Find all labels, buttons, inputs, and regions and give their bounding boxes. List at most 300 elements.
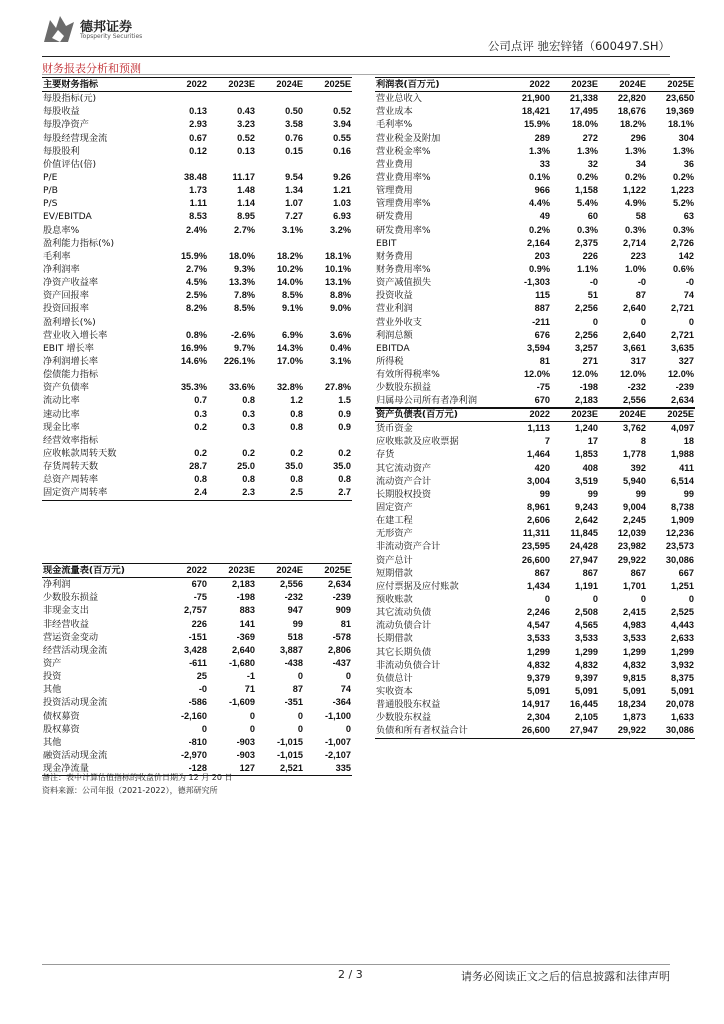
row-value: -2,970 (180, 750, 207, 761)
table-row (375, 435, 695, 448)
table-row (42, 105, 352, 118)
row-value: 0.8 (290, 408, 303, 419)
row-label: 营业税金及附加 (376, 132, 441, 144)
row-value: 2,634 (328, 579, 351, 590)
row-value (304, 237, 352, 250)
row-value: -903 (236, 750, 255, 761)
row-value: 14.6% (180, 356, 207, 367)
row-value: 0.9 (338, 408, 351, 419)
row-label: 固定资产 (376, 502, 413, 514)
row-label: 短期借款 (376, 567, 413, 579)
brand-name: 德邦证券 (80, 20, 133, 35)
row-label: 长期股权投资 (376, 488, 432, 500)
row-label: 每股指标(元) (43, 93, 97, 105)
row-value: 1,251 (671, 580, 694, 591)
row-value: -1,680 (228, 658, 255, 669)
row-value: 3.1% (282, 224, 303, 235)
row-value (304, 368, 352, 381)
table-title: 现金流量表(百万元) (42, 564, 160, 578)
table-row (375, 237, 695, 250)
row-value: 0 (544, 594, 550, 605)
table-row (375, 514, 695, 527)
row-label: 资产负债率 (43, 382, 89, 394)
row-value: 34 (635, 158, 646, 169)
table-row (42, 158, 352, 171)
row-label: 非流动负债合计 (376, 659, 441, 671)
row-value: 0.76 (285, 132, 303, 143)
row-value: 0.2% (577, 172, 598, 183)
year-header: 2024E (599, 408, 647, 422)
row-label: 应收账款及应收票据 (376, 436, 459, 448)
table-header-row (42, 564, 352, 578)
row-value: 271 (582, 356, 598, 367)
row-value: 11,845 (570, 528, 598, 539)
row-value: -903 (236, 736, 255, 747)
row-value: 2,721 (671, 303, 694, 314)
year-header: 2022 (503, 78, 551, 92)
row-value: 0.13 (237, 145, 255, 156)
table-title: 主要财务指标 (42, 78, 160, 92)
row-label: 归属母公司所有者净利润 (375, 394, 503, 408)
row-value: 3.23 (237, 119, 255, 130)
table-row (42, 263, 352, 276)
row-value: 392 (630, 462, 646, 473)
table-title: 利润表(百万元) (375, 78, 503, 92)
row-value: 1.3% (577, 145, 598, 156)
row-value: 38.48 (184, 172, 207, 183)
row-value: 16,445 (569, 699, 598, 710)
row-value: 1.73 (189, 185, 207, 196)
row-value: 4.5% (186, 277, 207, 288)
row-value: 35.0 (285, 461, 303, 472)
table-row (375, 462, 695, 475)
row-value: 670 (503, 394, 551, 408)
row-value: 26,600 (503, 724, 551, 738)
row-value: 408 (582, 462, 598, 473)
row-value (256, 368, 304, 381)
row-value (160, 92, 208, 106)
row-value: 12.0% (571, 369, 598, 380)
row-value: 1.14 (237, 198, 255, 209)
row-value: 272 (582, 132, 598, 143)
row-value: 99 (683, 488, 694, 499)
table-row (375, 724, 695, 738)
row-label: EBIT (376, 237, 397, 249)
row-value: 0.8 (338, 474, 351, 485)
balance-sheet-table (375, 407, 695, 739)
row-label: 非流动资产合计 (376, 541, 441, 553)
footer-divider (42, 964, 670, 965)
row-label: 管理费用 (376, 185, 413, 197)
row-value: 0.4% (330, 342, 351, 353)
row-value: 1,873 (623, 712, 646, 723)
row-value: 420 (534, 462, 550, 473)
row-value: 32 (587, 158, 598, 169)
row-value: 0 (688, 316, 694, 327)
table-row (42, 302, 352, 315)
table-row (375, 316, 695, 329)
row-label: 存货 (376, 449, 395, 461)
year-header: 2025E (304, 564, 352, 578)
row-label: 投资活动现金流 (43, 697, 108, 709)
table-row (375, 711, 695, 724)
row-value: 2.5% (186, 290, 207, 301)
row-value: 887 (534, 303, 550, 314)
row-value: 8.5% (282, 290, 303, 301)
row-value: -239 (332, 592, 351, 603)
row-value: 99 (539, 488, 550, 499)
row-value: 81 (539, 356, 550, 367)
row-value: -0 (198, 684, 207, 695)
row-value: 2,525 (671, 607, 694, 618)
brand-logo-icon (42, 14, 76, 44)
row-value: 15.9% (523, 119, 550, 130)
row-label: 投资回报率 (43, 303, 89, 315)
row-value: 0.2% (529, 224, 550, 235)
row-label: 每股经营现金流 (43, 132, 108, 144)
row-label: EV/EBITDA (43, 211, 92, 223)
row-label: 其它流动负债 (376, 607, 432, 619)
table-row (42, 696, 352, 709)
row-value: 9.26 (333, 172, 351, 183)
row-label: 在建工程 (376, 515, 413, 527)
row-value: 2,245 (623, 515, 646, 526)
table-row (375, 105, 695, 118)
row-value: -2,107 (324, 750, 351, 761)
row-value: 909 (335, 605, 351, 616)
row-value: 1,223 (671, 185, 694, 196)
year-header: 2024E (256, 78, 304, 92)
row-label: 净利润 (43, 579, 71, 591)
row-value: 867 (582, 567, 598, 578)
row-label: 偿债能力指标 (43, 369, 99, 381)
table-row (375, 263, 695, 276)
row-value: 2.7% (234, 224, 255, 235)
row-value: 4,547 (527, 620, 550, 631)
row-value: 7.27 (285, 211, 303, 222)
row-value: -438 (284, 658, 303, 669)
row-value: 2,640 (232, 644, 255, 655)
row-label: 货币资金 (376, 423, 413, 435)
row-value: 1,299 (623, 646, 646, 657)
row-value: 27.8% (324, 382, 351, 393)
row-value: 29,922 (599, 724, 647, 738)
table-row (42, 631, 352, 644)
row-value: 0.67 (189, 132, 207, 143)
row-label: 资产总计 (376, 554, 413, 566)
row-label: 投资收益 (376, 290, 413, 302)
row-value (304, 316, 352, 329)
row-value: 2,183 (551, 394, 599, 408)
row-value: 9.0% (330, 303, 351, 314)
row-value: -1 (246, 671, 255, 682)
row-value: 0.43 (237, 106, 255, 117)
table-row (375, 698, 695, 711)
year-header: 2023E (208, 564, 256, 578)
table-row (375, 276, 695, 289)
row-value: 17,495 (569, 106, 598, 117)
row-label: 营业总收入 (376, 93, 422, 105)
row-value: -75 (193, 592, 207, 603)
row-value: 3,887 (280, 644, 303, 655)
year-header: 2025E (304, 78, 352, 92)
row-value: 27,947 (551, 724, 599, 738)
row-label: 营业费用 (376, 158, 413, 170)
table-row (42, 736, 352, 749)
table-row (42, 591, 352, 604)
table-row (42, 368, 352, 381)
row-value: 23,595 (521, 541, 550, 552)
table-row (42, 250, 352, 263)
row-label: EBITDA (376, 342, 410, 354)
row-value: 0.52 (237, 132, 255, 143)
table-row (375, 381, 695, 394)
row-value: 1,299 (527, 646, 550, 657)
table-row (375, 394, 695, 408)
row-value: -128 (160, 762, 208, 776)
table-row (375, 302, 695, 315)
row-value: 0 (297, 723, 303, 734)
row-label: P/E (43, 172, 58, 184)
table-row (42, 145, 352, 158)
table-row (375, 646, 695, 659)
row-value: 35.0 (333, 461, 351, 472)
row-value: 0.8 (290, 474, 303, 485)
row-value: 9,004 (623, 502, 646, 513)
table-row (42, 710, 352, 723)
row-value: 226.1% (223, 356, 255, 367)
table-row (42, 460, 352, 473)
row-value: 3,004 (527, 475, 550, 486)
row-label: 现金净流量 (42, 762, 160, 776)
row-value: 0.2% (625, 172, 646, 183)
row-value (160, 237, 208, 250)
row-label: 营业成本 (376, 106, 413, 118)
table-row (375, 289, 695, 302)
table-row (375, 224, 695, 237)
row-value: 2,556 (280, 579, 303, 590)
row-value (208, 237, 256, 250)
row-value: 0 (640, 594, 646, 605)
row-label: 毛利率 (43, 250, 71, 262)
table-row (42, 421, 352, 434)
table-row (375, 210, 695, 223)
row-label: 其它长期负债 (376, 646, 432, 658)
row-label: 利润总额 (376, 329, 413, 341)
main-indicators-table (42, 77, 352, 501)
row-value: 2,757 (184, 605, 207, 616)
row-value: -611 (189, 658, 207, 669)
row-value: 99 (587, 488, 598, 499)
row-value: 223 (630, 250, 646, 261)
row-label: 债权募资 (43, 710, 80, 722)
table-row (375, 250, 695, 263)
row-label: 有效所得税率% (376, 369, 440, 381)
row-label: 实收资本 (376, 686, 413, 698)
row-value: 670 (191, 579, 207, 590)
row-value: 12.0% (523, 369, 550, 380)
row-value: 18.1% (324, 250, 351, 261)
table-row (42, 473, 352, 486)
row-value: 0.2 (338, 448, 351, 458)
row-label: 财务费用 (376, 250, 413, 262)
row-value: 49 (539, 211, 550, 222)
row-value: 0.3% (673, 224, 694, 235)
row-value: 10.2% (276, 264, 303, 275)
row-value: 1.3% (673, 145, 694, 156)
row-value: 1,464 (527, 449, 550, 460)
row-label: 研发费用率% (376, 224, 431, 236)
row-value: 3,533 (527, 633, 550, 644)
table-row (375, 475, 695, 488)
row-value: 36 (683, 158, 694, 169)
row-value: 127 (208, 762, 256, 776)
row-value: 18,421 (521, 106, 550, 117)
table-row (375, 171, 695, 184)
row-value: 18,676 (617, 106, 646, 117)
row-value: 3.1% (330, 356, 351, 367)
table-row (42, 644, 352, 657)
row-value: 0.2 (242, 448, 255, 458)
row-value: 3.58 (285, 119, 303, 130)
doc-type-label: 公司点评 驰宏锌锗（600497.SH） (487, 39, 670, 53)
table-row (42, 276, 352, 289)
row-value: 2,246 (527, 607, 550, 618)
row-value: 16.9% (180, 342, 207, 353)
row-value: 0 (688, 594, 694, 605)
table-header-row (375, 408, 695, 422)
row-value: 0 (592, 594, 598, 605)
row-value: 203 (534, 250, 550, 261)
row-value: 1.48 (237, 185, 255, 196)
row-value: 883 (239, 605, 255, 616)
row-label: 投资 (43, 671, 62, 683)
row-value: 21,900 (521, 93, 550, 104)
row-value: -578 (332, 631, 351, 642)
table-row (42, 224, 352, 237)
row-label: 少数股东损益 (43, 592, 99, 604)
row-value: 1.3% (625, 145, 646, 156)
row-value: 5,091 (527, 686, 550, 697)
row-value: 1.5 (338, 395, 351, 406)
row-label: 股息率% (43, 224, 80, 236)
row-value: 1,988 (671, 449, 694, 460)
row-value: 5.4% (577, 198, 598, 209)
row-value: 4,565 (575, 620, 598, 631)
row-value: 518 (287, 631, 303, 642)
row-value: 0.55 (333, 132, 351, 143)
year-header: 2024E (256, 564, 304, 578)
table-row (375, 659, 695, 672)
table-row (42, 486, 352, 500)
table-row (42, 657, 352, 670)
row-value: 1,191 (575, 580, 598, 591)
row-value: 947 (287, 605, 303, 616)
row-value: 1.34 (285, 185, 303, 196)
row-label: 少数股东权益 (376, 712, 432, 724)
row-value: 0.3 (242, 408, 255, 419)
row-value: 335 (304, 762, 352, 776)
year-header: 2025E (647, 78, 695, 92)
row-value: 74 (683, 290, 694, 301)
row-value: -151 (188, 631, 207, 642)
row-label: P/S (43, 198, 58, 210)
row-value (304, 158, 352, 171)
row-value: 304 (678, 132, 694, 143)
row-value: 5,091 (623, 686, 646, 697)
row-value: 8.53 (189, 211, 207, 222)
table-row (375, 606, 695, 619)
row-value: 30,086 (665, 554, 694, 565)
page-number: 2 / 3 (338, 968, 363, 981)
row-label: 存货周转天数 (43, 461, 99, 473)
row-label: 股权募资 (43, 723, 80, 735)
row-value: 71 (244, 684, 255, 695)
row-value: 2.7 (304, 486, 352, 500)
row-label: 应付票据及应付账款 (376, 580, 459, 592)
row-value: 2.7% (186, 264, 207, 275)
row-value: 2,714 (623, 237, 646, 248)
row-value: 8.8% (330, 290, 351, 301)
row-value: 0.8 (242, 474, 255, 485)
row-value: 8,961 (527, 502, 550, 513)
row-value: 1,434 (527, 580, 550, 591)
row-value: 1,240 (575, 423, 598, 434)
row-value: 4.9% (625, 198, 646, 209)
row-value (256, 316, 304, 329)
row-value (160, 368, 208, 381)
table-row (375, 567, 695, 580)
row-value: 2,726 (671, 237, 694, 248)
row-value: 6.9% (282, 329, 303, 340)
table-row (42, 618, 352, 631)
row-value: 3,519 (575, 475, 598, 486)
row-value: 3,594 (527, 342, 550, 353)
row-value: 9,379 (527, 672, 550, 683)
row-value: -810 (188, 736, 207, 747)
row-value: 6.93 (333, 211, 351, 222)
row-label: 少数股东损益 (376, 382, 432, 394)
row-label: 其它流动资产 (376, 462, 432, 474)
year-header: 2024E (599, 78, 647, 92)
row-value: 29,922 (617, 554, 646, 565)
row-label: 营运资金变动 (43, 631, 99, 643)
row-label: EBIT 增长率 (43, 342, 94, 354)
table-row (375, 672, 695, 685)
row-label: 负债总计 (376, 672, 413, 684)
row-value: 12,039 (617, 528, 646, 539)
page-header (0, 0, 724, 60)
row-value: -369 (236, 631, 255, 642)
row-label: 经营效率指标 (43, 434, 99, 446)
row-value: 1,158 (575, 185, 598, 196)
table-row (42, 132, 352, 145)
row-value (208, 92, 256, 106)
table-row (375, 184, 695, 197)
row-value: 4,983 (623, 620, 646, 631)
row-value: 0.6% (673, 264, 694, 275)
row-value: 22,820 (617, 93, 646, 104)
row-value: 11,311 (522, 528, 550, 539)
row-label: 净利润率 (43, 264, 80, 276)
row-value: 3,257 (575, 342, 598, 353)
table-row (375, 593, 695, 606)
table-row (42, 210, 352, 223)
row-value: 0.3% (625, 224, 646, 235)
row-label: 其他 (43, 736, 62, 748)
row-value: 5,091 (671, 686, 694, 697)
row-value: 0.2 (194, 421, 207, 432)
